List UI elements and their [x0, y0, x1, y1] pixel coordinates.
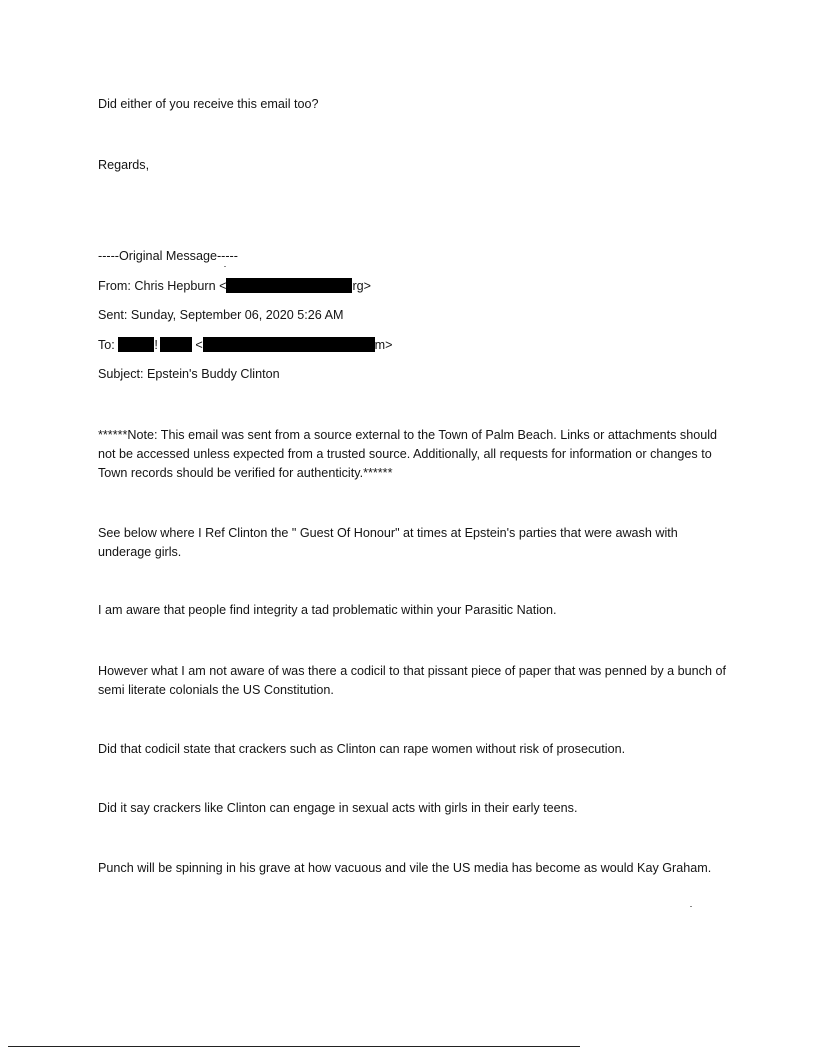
subject-line: Subject: Epstein's Buddy Clinton — [98, 367, 280, 381]
original-message-marker: -----Original Message----- — [98, 249, 238, 263]
redaction-block — [226, 278, 352, 293]
body-paragraph: I am aware that people find integrity a tad problematic within your Parasitic Nation. — [98, 603, 557, 617]
scan-speck — [224, 266, 226, 267]
external-source-notice: ******Note: This email was sent from a source external to the Town of Palm Beach. Links or attachments should not be accessed unless expected from a trusted source. Additionally, all requests for information or changes to Town records should be verified for authenticity.****** — [98, 428, 718, 480]
from-tail: rg> — [352, 279, 371, 293]
to-line — [98, 336, 393, 355]
body-paragraph: However what I am not aware of was there a codicil to that pissant piece of paper that was penned by a bunch of semi literate colonials the US Constitution. — [98, 664, 726, 697]
sent-line: Sent: Sunday, September 06, 2020 5:26 AM — [98, 308, 344, 322]
scan-speck — [690, 906, 692, 907]
from-line — [98, 277, 371, 296]
redaction-block — [160, 337, 192, 352]
to-tail: m> — [374, 338, 393, 352]
body-paragraph: Did it say crackers like Clinton can engage in sexual acts with girls in their early teens. — [98, 801, 578, 815]
redaction-block — [203, 337, 375, 352]
body-paragraph: Did that codicil state that crackers such as Clinton can rape women without risk of prosecution. — [98, 742, 626, 756]
redaction-block — [118, 337, 154, 352]
footer-rule — [8, 1046, 580, 1047]
body-paragraph: Punch will be spinning in his grave at how vacuous and vile the US media has become as would Kay Graham. — [98, 861, 712, 875]
regards-line: Regards, — [98, 158, 150, 172]
to-lt: < — [195, 338, 203, 352]
to-separator: ! — [154, 338, 158, 352]
body-paragraph: See below where I Ref Clinton the " Guest Of Honour" at times at Epstein's parties that were awash with underage girls. — [98, 526, 678, 559]
intro-line: Did either of you receive this email too? — [98, 97, 319, 111]
to-label: To: — [98, 338, 115, 352]
from-label: From: Chris Hepburn < — [98, 279, 227, 293]
